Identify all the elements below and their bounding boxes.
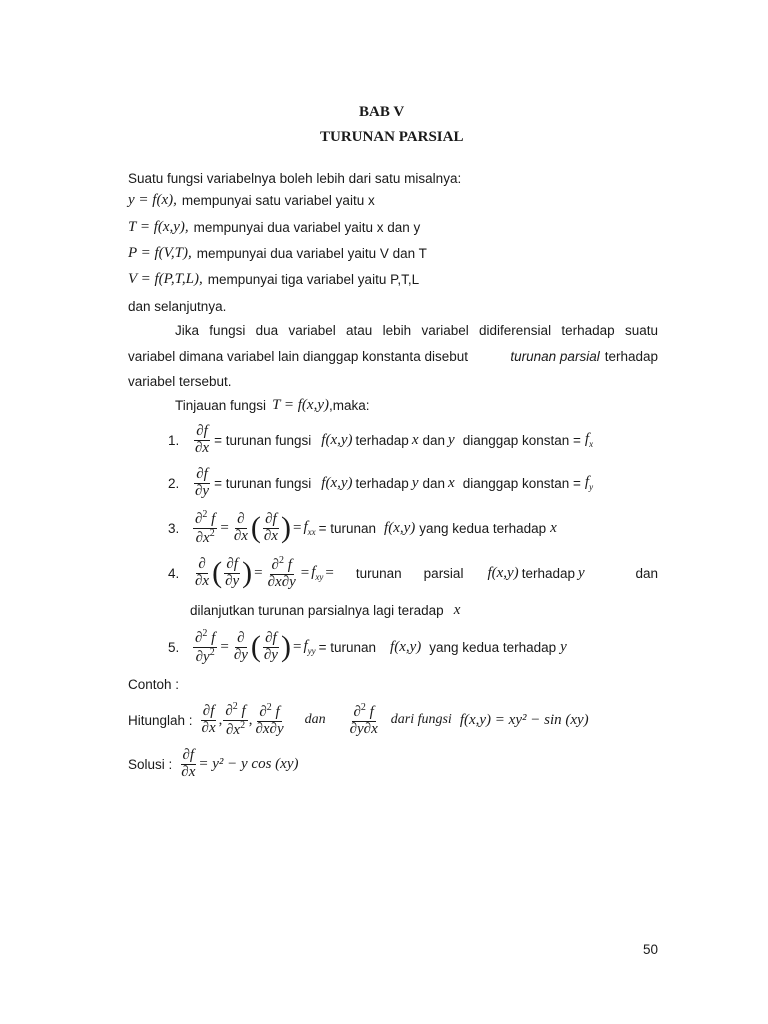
partial-fraction: $\frac{\partial f}{\partial x}$	[263, 511, 278, 544]
result-subscript: x	[589, 439, 594, 450]
item-4	[168, 556, 658, 591]
item-function: f(x,y)	[321, 474, 353, 491]
example-row-1	[128, 192, 375, 209]
item-text: = turunan	[318, 639, 377, 655]
result-subscript: yy	[307, 646, 316, 657]
chapter-title: TURUNAN PARSIAL	[320, 129, 464, 145]
item-text: = turunan fungsi	[214, 475, 312, 491]
equals-sign: =	[254, 564, 263, 581]
right-paren: )	[280, 511, 291, 545]
item-variable: x	[453, 602, 461, 618]
example-function: f(x,y) = xy² − sin (xy)	[459, 711, 589, 728]
equals-sign: =	[292, 638, 302, 655]
equals-sign: =	[292, 519, 302, 536]
item-text: dan	[635, 565, 658, 581]
left-paren: (	[250, 630, 261, 664]
example-row-3	[128, 245, 427, 262]
item-text: turunan	[355, 565, 402, 581]
result-symbol: f	[311, 564, 316, 581]
result-subscript: xx	[307, 527, 316, 538]
mixed-partial-fraction: $\frac{\partial^2 f}{\partial x\partial y}$	[255, 702, 284, 737]
chapter-label: BAB V	[359, 104, 405, 120]
result-subscript: xy	[315, 572, 324, 583]
example-text: mempunyai dua variabel yaitu V dan T	[196, 246, 427, 261]
intro-line: Suatu fungsi variabelnya boleh lebih dari satu misalnya:	[128, 171, 462, 186]
paragraph-text: variabel dimana variabel lain dianggap konstanta disebut	[128, 349, 468, 364]
item-variable: x	[448, 474, 455, 491]
dari-fungsi-words: dari fungsi	[390, 712, 452, 728]
partial-fraction: $\frac{\partial f}{\partial y}$	[225, 556, 240, 589]
review-lead: Tinjauan fungsi	[175, 398, 267, 413]
partial-operator: $\frac{\partial}{\partial x}$	[233, 511, 248, 544]
equals-sign: =	[325, 564, 334, 581]
partial-operator: $\frac{\partial}{\partial y}$	[233, 630, 248, 663]
example-label: Contoh :	[128, 677, 180, 692]
right-paren: )	[242, 556, 253, 590]
intro-closing: dan selanjutnya.	[128, 299, 227, 314]
equals-sign: =	[220, 638, 229, 655]
result-symbol: f	[584, 474, 590, 491]
example-math: P = f(V,T),	[128, 245, 192, 261]
example-text: mempunyai satu variabel yaitu x	[181, 193, 375, 208]
example-row-2	[128, 219, 420, 236]
item-3	[168, 510, 557, 547]
paragraph-emphasis-group	[510, 349, 658, 364]
partial-fraction: $\frac{\partial f}{\partial x}$	[195, 423, 210, 456]
compute-label: Hitunglah :	[128, 712, 193, 728]
paragraph-line-3: variabel tersebut.	[128, 374, 232, 389]
example-math: V = f(P,T,L),	[128, 271, 203, 287]
partial-fraction: $\frac{\partial f}{\partial x}$	[181, 747, 196, 780]
item-text: = turunan fungsi	[214, 432, 312, 448]
item-result	[585, 431, 593, 449]
partial-fraction: $\frac{\partial f}{\partial x}$	[201, 703, 216, 736]
item-variable: x	[411, 431, 419, 448]
item-text: dan	[422, 475, 446, 491]
item-number: 3.	[168, 520, 180, 536]
review-math: T = f(x,y)	[272, 397, 329, 413]
item-text: dan	[422, 432, 446, 448]
item-function: f(x,y)	[384, 519, 416, 536]
item-text: terhadap	[355, 432, 409, 448]
item-1	[168, 424, 593, 457]
item-variable: y	[560, 638, 567, 655]
item-text: dianggap konstan =	[462, 475, 581, 491]
partial-fraction: $\frac{\partial f}{\partial y}$	[195, 466, 210, 499]
solution-line	[128, 748, 298, 781]
second-partial-fraction: $\frac{\partial^2 f}{\partial y^2}$	[195, 628, 216, 665]
item-variable: y	[577, 564, 585, 581]
item-text: dianggap konstan =	[462, 432, 581, 448]
paragraph-line-1: Jika fungsi dua variabel atau lebih variabel didiferensial terhadap suatu	[175, 323, 658, 338]
item-text: parsial	[423, 565, 464, 581]
item-function: f(x,y)	[487, 564, 519, 581]
equals-sign: =	[300, 564, 310, 581]
left-paren: (	[212, 556, 223, 590]
partial-fraction: $\frac{\partial f}{\partial y}$	[263, 630, 278, 663]
mixed-partial-fraction: $\frac{\partial^2 f}{\partial x\partial y}$	[267, 555, 296, 590]
example-text: mempunyai dua variabel yaitu x dan y	[193, 220, 421, 235]
mixed-partial-fraction: $\frac{\partial^2 f}{\partial y\partial x}$	[349, 702, 378, 737]
equals-sign: =	[220, 519, 229, 536]
partial-operator: $\frac{\partial}{\partial x}$	[195, 556, 210, 589]
comma: ,	[248, 711, 253, 728]
item-text: dilanjutkan turunan parsialnya lagi teradap	[190, 603, 444, 618]
item-variable: x	[550, 519, 557, 536]
second-partial-fraction: $\frac{\partial^2 f}{\partial x^2}$	[225, 701, 246, 738]
item-number: 2.	[168, 475, 180, 491]
solution-label: Solusi :	[128, 756, 173, 772]
item-number: 1.	[168, 432, 180, 448]
item-text: = turunan	[318, 520, 377, 536]
item-function: f(x,y)	[321, 431, 353, 448]
example-row-4	[128, 271, 419, 288]
solution-expression: = y² − y cos (xy)	[198, 755, 299, 772]
result-symbol: f	[584, 431, 590, 448]
review-tail: ,maka:	[328, 398, 370, 413]
left-paren: (	[250, 511, 261, 545]
result-symbol: f	[303, 638, 308, 655]
right-paren: )	[280, 630, 291, 664]
item-text: yang kedua terhadap	[419, 520, 547, 536]
item-variable: y	[411, 474, 419, 491]
paragraph-emphasis: turunan parsial	[510, 349, 600, 364]
paragraph-line-2	[128, 349, 658, 364]
paragraph-text: terhadap	[604, 349, 658, 364]
second-partial-fraction: $\frac{\partial^2 f}{\partial x^2}$	[195, 509, 216, 546]
item-variable: y	[448, 431, 455, 448]
item-text: yang kedua terhadap	[429, 639, 557, 655]
dan-word: dan	[304, 712, 326, 728]
page-number: 50	[643, 942, 659, 957]
item-text: terhadap	[355, 475, 409, 491]
item-4-continuation	[190, 602, 460, 619]
item-number: 5.	[168, 639, 180, 655]
compute-line	[128, 702, 589, 739]
comma: ,	[218, 711, 223, 728]
item-result	[303, 519, 315, 537]
result-symbol: f	[303, 519, 308, 536]
item-result	[303, 638, 315, 656]
example-math: y = f(x),	[128, 192, 177, 208]
item-number: 4.	[168, 565, 180, 581]
item-function: f(x,y)	[390, 638, 422, 655]
item-text: terhadap	[521, 565, 575, 581]
example-text: mempunyai tiga variabel yaitu P,T,L	[207, 272, 420, 287]
item-result	[585, 474, 593, 492]
item-5	[168, 629, 567, 666]
item-2	[168, 467, 593, 500]
example-math: T = f(x,y),	[128, 219, 189, 235]
result-subscript: y	[589, 482, 594, 493]
review-line	[175, 397, 370, 414]
item-result	[311, 564, 323, 582]
